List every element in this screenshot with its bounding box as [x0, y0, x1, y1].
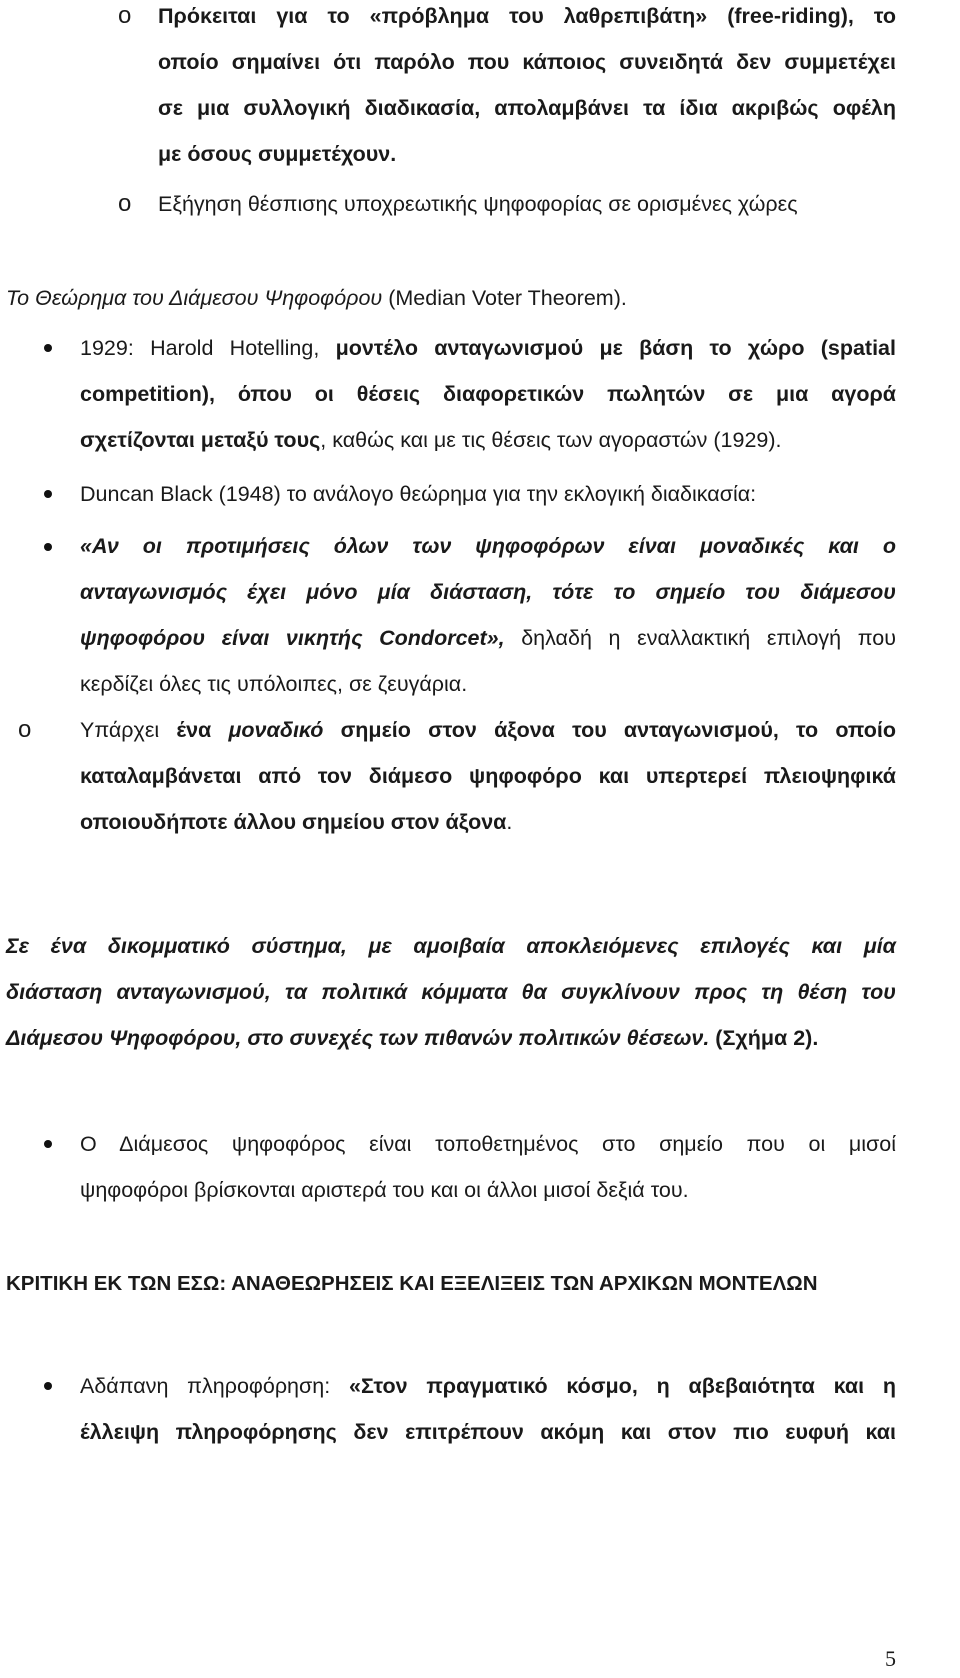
- text-line: competition), όπου οι θέσεις διαφορετικών πωλητών σε μια αγορά: [80, 382, 896, 406]
- text-line: [80, 1360, 896, 1412]
- text-line: [80, 414, 782, 466]
- text-line: οποίο σημαίνει ότι παρόλο που κάποιος συνειδητά δεν συμμετέχει: [158, 50, 896, 74]
- text-span: ένα: [176, 718, 229, 742]
- text-line: Πρόκειται για το «πρόβλημα του λαθρεπιβάτη» (free-riding), το: [158, 4, 896, 28]
- text-span: «Στον πραγματικό κόσμο, η αβεβαιότητα και η: [348, 1374, 896, 1398]
- text-span: , καθώς και με τις θέσεις των αγοραστών (1929).: [320, 428, 782, 452]
- bullet-dot: [44, 1140, 52, 1148]
- text-span: μοντέλο ανταγωνισμού με βάση το χώρο (spatial: [335, 336, 896, 360]
- text-span: .: [506, 810, 513, 834]
- text-line: [80, 704, 896, 756]
- sub-bullet-marker: o: [118, 2, 132, 29]
- text-span: δηλαδή η εναλλακτική επιλογή που: [504, 626, 897, 650]
- bullet-dot: [44, 344, 52, 352]
- critique-heading: ΚΡΙΤΙΚΗ ΕΚ ΤΩΝ ΕΣΩ: ΑΝΑΘΕΩΡΗΣΕΙΣ ΚΑΙ ΕΞΕΛΙΞΕΙΣ ΤΩΝ ΑΡΧΙΚΩΝ ΜΟΝΤΕΛΩΝ: [6, 1272, 818, 1295]
- text-line: Σε ένα δικομματικό σύστημα, με αμοιβαία αποκλειόμενες επιλογές και μία: [6, 934, 896, 958]
- bullet-dot: [44, 1382, 52, 1390]
- text-span: 1929: Harold Hotelling,: [80, 336, 336, 360]
- text-line: καταλαμβάνεται από τον διάμεσο ψηφοφόρο και υπερτερεί πλειοψηφικά: [80, 764, 896, 788]
- text-line: [80, 796, 512, 848]
- text-line: Εξήγηση θέσπισης υποχρεωτικής ψηφοφορίας σε ορισμένες χώρες: [158, 192, 798, 216]
- text-span: οποιουδήποτε άλλου σημείου στον άξονα: [80, 810, 507, 834]
- heading-normal: (Median Voter Theorem).: [382, 286, 627, 310]
- text-span: Διάμεσου Ψηφοφόρου, στο συνεχές των πιθανών πολιτικών θέσεων.: [6, 1026, 710, 1050]
- text-span: Αδάπανη πληροφόρηση:: [80, 1374, 349, 1398]
- text-span: ψηφοφόρου είναι νικητής Condorcet»,: [80, 626, 505, 650]
- bullet-dot: [44, 543, 52, 551]
- text-span: σχετίζονται μεταξύ τους: [80, 428, 321, 452]
- text-line: [80, 322, 896, 374]
- text-span: (Σχήμα 2).: [709, 1026, 819, 1050]
- sub-bullet-marker: o: [118, 190, 132, 217]
- bullet-dot: [44, 490, 52, 498]
- text-line: [80, 612, 896, 664]
- median-voter-heading: [6, 272, 627, 324]
- text-span: μοναδικό: [228, 718, 324, 742]
- text-line: [6, 1012, 818, 1064]
- page-number: 5: [885, 1646, 896, 1671]
- text-line: ανταγωνισμός έχει μόνο μία διάσταση, τότε το σημείο του διάμεσου: [80, 580, 896, 604]
- text-span: σημείο στον άξονα του ανταγωνισμού, το οποίο: [323, 718, 896, 742]
- text-line: με όσους συμμετέχουν.: [158, 142, 397, 166]
- text-line: «Αν οι προτιμήσεις όλων των ψηφοφόρων είναι μοναδικές και ο: [80, 534, 896, 558]
- text-line: Duncan Black (1948) το ανάλογο θεώρημα για την εκλογική διαδικασία:: [80, 482, 757, 506]
- text-span: Υπάρχει: [80, 718, 177, 742]
- sub-bullet-marker: o: [18, 716, 32, 743]
- heading-italic: Το Θεώρημα του Διάμεσου Ψηφοφόρου: [6, 286, 383, 310]
- text-line: Ο Διάμεσος ψηφοφόρος είναι τοποθετημένος στο σημείο που οι μισοί: [80, 1132, 896, 1156]
- text-line: κερδίζει όλες τις υπόλοιπες, σε ζευγάρια.: [80, 672, 468, 696]
- text-line: ψηφοφόροι βρίσκονται αριστερά του και οι άλλοι μισοί δεξιά του.: [80, 1178, 689, 1202]
- text-line: έλλειψη πληροφόρησης δεν επιτρέπουν ακόμη και στον πιο ευφυή και: [80, 1420, 896, 1444]
- text-line: διάσταση ανταγωνισμού, τα πολιτικά κόμματα θα συγκλίνουν προς τη θέση του: [6, 980, 896, 1004]
- text-line: σε μια συλλογική διαδικασία, απολαμβάνει τα ίδια ακριβώς οφέλη: [158, 96, 896, 120]
